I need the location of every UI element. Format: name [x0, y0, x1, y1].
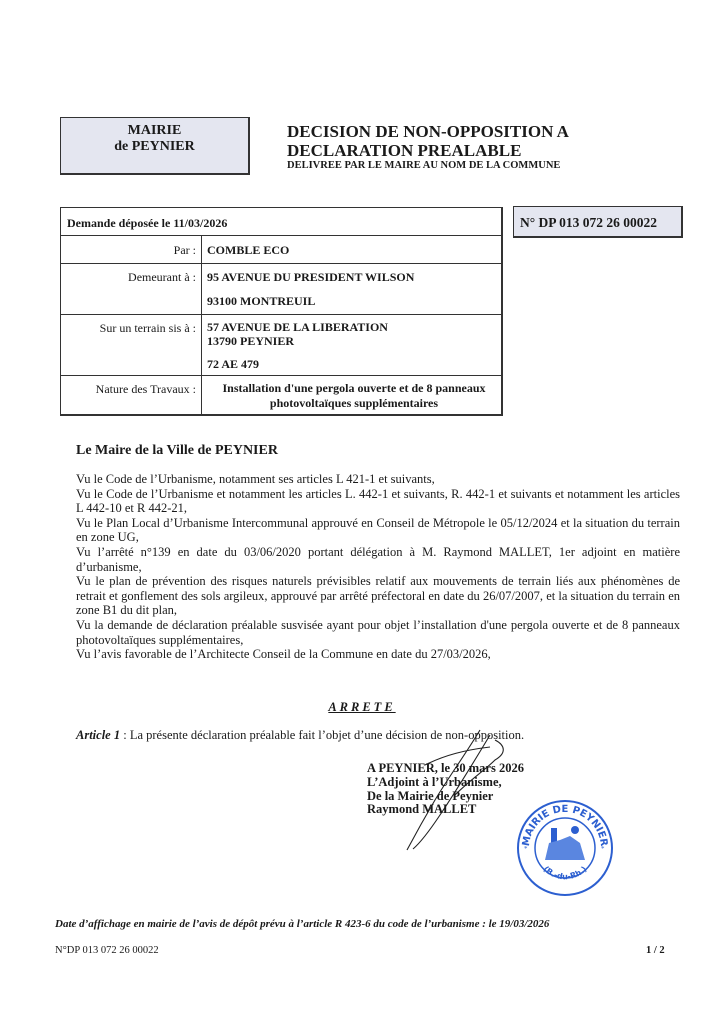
decision-heading: Le Maire de la Ville de PEYNIER	[76, 443, 278, 458]
consideration: Vu l’avis favorable de l’Architecte Conseil de la Commune en date du 27/03/2026,	[76, 647, 491, 662]
place-date: A PEYNIER, le 30 mars 2026	[367, 761, 524, 775]
consideration: Vu le Code de l’Urbanisme, notamment ses articles L 421-1 et suivants,	[76, 472, 435, 486]
document-title	[287, 122, 569, 160]
signature-block	[367, 762, 524, 817]
consideration: Vu le plan de prévention des risques naturels prévisibles relatif aux mouvements de terrain liés aux phénomènes de retrait et gonflement des sols argileux, approuvé par arrêté préfectoral en date du 26/07/2007, et la situation du terrain en zone B1 du dit plan,	[76, 574, 680, 618]
table-row	[61, 315, 501, 376]
consideration: Vu l’arrêté n°139 en date du 03/06/2020 portant délégation à M. Raymond MALLET, 1er adjoint en matière d’urbanisme,	[76, 544, 680, 574]
mairie-header-box	[60, 117, 250, 175]
svg-text:(B.-du-Rh.)	[541, 865, 588, 882]
stamp-top-text: MAIRIE DE PEYNIER	[520, 803, 610, 847]
row-label: Nature des Travaux :	[61, 376, 202, 414]
consideration: Vu la demande de déclaration préalable susvisée ayant pour objet l’installation d'une pergola ouverte et de 8 panneaux photovoltaïques supplémentaires,	[76, 617, 680, 647]
row-value	[202, 264, 501, 314]
consideration: Vu le Code de l’Urbanisme et notamment les articles L. 442-1 et suivants, R. 442-1 et suivants et notamment les articles L 442-10 et R 442-21,	[76, 486, 680, 516]
row-value	[202, 376, 501, 414]
table-row	[61, 376, 501, 414]
value-line: Installation d'une pergola ouverte et de 8 panneaux	[222, 381, 486, 395]
title-line-1: DECISION DE NON-OPPOSITION A	[287, 122, 569, 141]
signatory-name: Raymond MALLET	[367, 802, 477, 817]
page-number: 1 / 2	[646, 945, 665, 956]
stamp-bottom-text: (B.-du-Rh.)	[541, 864, 589, 882]
mairie-line-2: de PEYNIER	[114, 139, 195, 154]
row-value	[202, 315, 501, 375]
deposit-date: Demande déposée le 11/03/2026	[61, 208, 501, 236]
value-line: photovoltaïques supplémentaires	[269, 396, 439, 410]
row-label: Par :	[61, 236, 202, 263]
svg-text:*: *	[524, 845, 528, 853]
mairie-line-1: MAIRIE	[127, 123, 182, 138]
value-line: 57 AVENUE DE LA LIBERATION	[207, 320, 388, 334]
consideration: Vu le Plan Local d’Urbanisme Intercommunal approuvé en Conseil de Métropole le 05/12/2024 et la situation du terrain en zone UG,	[76, 515, 680, 545]
article-label: Article 1	[76, 728, 121, 742]
title-line-2: DECLARATION PREALABLE	[287, 141, 522, 160]
value-line: 93100 MONTREUIL	[207, 294, 316, 308]
table-row	[61, 236, 501, 264]
table-row	[61, 264, 501, 315]
value-line: COMBLE ECO	[207, 243, 290, 257]
value-line: 72 AE 479	[207, 357, 260, 371]
footer-dp-reference: N°DP 013 072 26 00022	[55, 945, 159, 956]
signatory-org: De la Mairie de Peynier	[367, 788, 494, 803]
arrete-heading: ARRETE	[328, 700, 396, 714]
value-line: 95 AVENUE DU PRESIDENT WILSON	[207, 270, 415, 284]
document-subtitle: DELIVREE PAR LE MAIRE AU NOM DE LA COMMUNE	[287, 160, 561, 171]
affichage-date: Date d’affichage en mairie de l’avis de dépôt prévu à l’article R 423-6 du code de l’urbanisme : le 19/03/2026	[55, 918, 550, 930]
article-text: : La présente déclaration préalable fait l’objet d’une décision de non-opposition.	[120, 728, 525, 742]
row-label: Demeurant à :	[61, 264, 202, 314]
signatory-role: L’Adjoint à l’Urbanisme,	[367, 774, 502, 789]
row-value	[202, 236, 501, 263]
mairie-stamp	[515, 798, 615, 898]
svg-text:*: *	[601, 845, 605, 853]
row-label: Sur un terrain sis à :	[61, 315, 202, 375]
considerations	[76, 472, 680, 662]
value-line: 13790 PEYNIER	[207, 334, 295, 348]
request-table	[60, 207, 503, 416]
dp-number-box: N° DP 013 072 26 00022	[513, 206, 683, 238]
